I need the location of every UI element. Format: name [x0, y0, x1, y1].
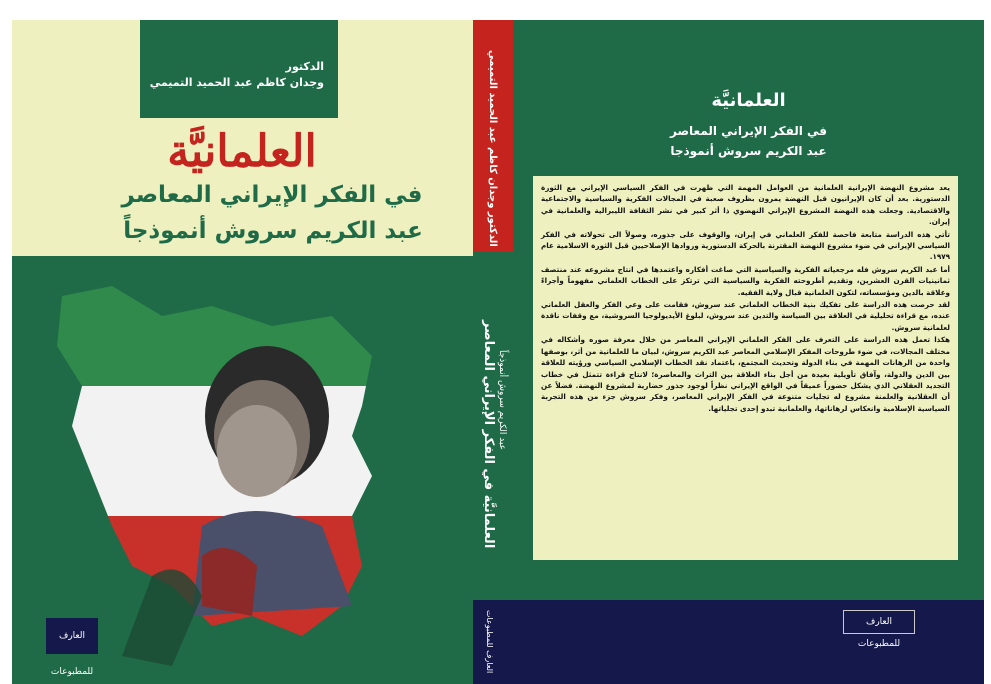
front-cover: [12, 20, 473, 684]
book-cover-spread: [12, 20, 984, 684]
spine: [473, 20, 513, 684]
back-subtitle-1: في الفكر الإيراني المعاصر: [669, 124, 827, 138]
blurb-paragraph: يعد مشروع النهضة الإيرانية العلمانية من العوامل المهمة التي ظهرت في الفكر السياسي الإيراني مع الثورة الدستورية. بعد أن كان الإيرانيون قبل النهضة يمرون بظروف صعبة في المجالات الفكرية والسياسية والاجتماعية والاقتصادية. وجعلت هذه النهضة المشروع الإيراني النهضوي ذا أثر كبير في نشر الثقافة الليبرالية والعلمانية في إيران.: [541, 183, 950, 227]
front-author-box: [140, 20, 338, 118]
iran-map-portrait-illustration: [52, 276, 382, 676]
back-title: العلمانيَّة: [711, 90, 786, 111]
front-subtitle-2: عبد الكريم سروش أنموذجاً: [123, 218, 423, 244]
front-title: العلمانيَّة: [167, 126, 317, 177]
blurb-paragraph: تأتي هذه الدراسة متابعة فاحصة للفكر العلماني في إيران، والوقوف على جذوره، وصولاً الى تحولاته في الفكر السياسي الإيراني في ضوء مشروع النهضة المقترنة بالحركة الدستورية وروادها الإصلاحيين قبل الثورة الاسلامية عام ١٩٧٩.: [541, 229, 950, 262]
back-publisher-logo: العارف للمطبوعات: [843, 610, 915, 634]
back-blurb-textbox: [533, 176, 958, 560]
back-subtitle-2: عبد الكريم سروش أنموذجا: [670, 144, 827, 158]
blurb-paragraph: لقد حرصت هذه الدراسة على تفكيك بنية الخطاب العلماني عند سروش، فقامت على وعي الفكر والعقل العلماني عنده، مع قراءة تحليلية في العلاقة بين السياسة والتدين عند سروش، لبلوغ الأيديولوجيا السروشية، مع وقفات ناقدة لعلمانية سروش.: [541, 300, 950, 332]
front-author-title: الدكتور: [285, 60, 324, 73]
front-publisher-logo: العارف للمطبوعات: [46, 618, 98, 654]
spine-publisher-logo: العارف للمطبوعات: [485, 610, 494, 674]
blurb-paragraph: هكذا تعمل هذه الدراسة على التعرف على الفكر العلماني الإيراني المعاصر من خلال معرفة صوره وأشكاله في مختلف المجالات، في ضوء طروحات المفكر الإسلامي المعاصر عبد الكريم سروش، لبيان ما للعلمانية من أثر، بوصفها واحدة من الرهانات المهمة في بناء الدولة وتحديث المجتمع، باعتماد نقد الخطاب الإسلامي السياسي ورؤيته للعلاقة بين الدين والدولة، وآفاق تأويلية بعيدة من أجل بناء العلاقة بين التراث والمعاصرة؛ لانتاج قراءة تتمثل في خطاب التجديد العقلاني الذي يشكل حضوراً عميقاً في الواقع الإيراني نظراً لوجود جذور حضارية لمشروع النهضة. فضلاً عن أن العقلانية والعلمنة مشروع له تجليات متنوعة في الفكر الإيراني المعاصر، وفكر سروش جزء من هذه التجربة السياسية الإسلامية وانعكاس لرهاناتها، والعلمانية تبدو إحدى تجلياتها.: [541, 335, 950, 413]
spine-title: العلمانيَّة في الفكر الإيراني المعاصر: [481, 320, 496, 549]
front-author-name: وجدان كاظم عبد الحميد التميمي: [149, 76, 324, 89]
back-cover: [513, 20, 984, 684]
front-subtitle-1: في الفكر الإيراني المعاصر: [121, 182, 423, 208]
spine-author: الدكتور وجدان كاظم عبد الحميد التميمي: [487, 50, 498, 247]
blurb-paragraph: أما عبد الكريم سروش فله مرجعياته الفكرية والسياسية التي صاغت أفكاره واعتمدها في انتاج مشروعه عند منتصف ثمانينيات القرن العشرين، وتقديم أطروحته الفكرية والسياسية التي ترتكز على الخطاب العلماني مفهوماً وأجراءً وعلاقة بالدين ومؤسساته، لتكون العلمانية قبال ولاية الفقيه.: [541, 264, 950, 297]
spine-subtitle: عبد الكريم سروش أنموذجاً: [497, 350, 507, 451]
